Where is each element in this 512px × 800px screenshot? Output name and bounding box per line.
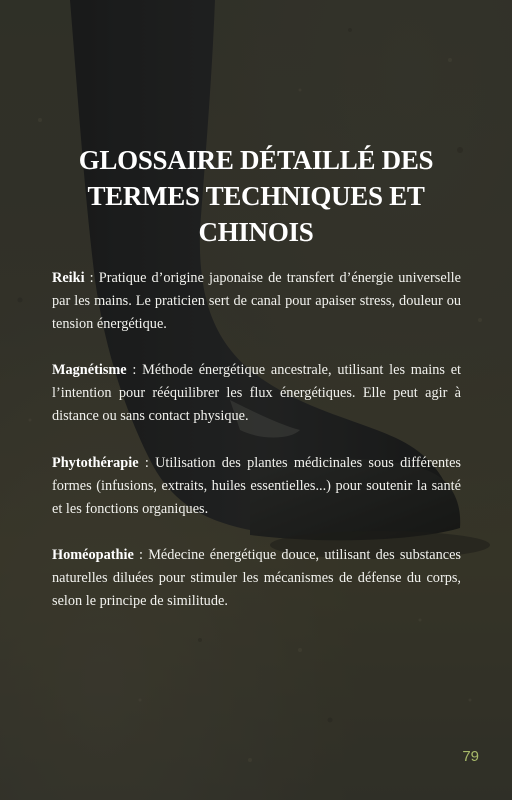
term-separator: : (138, 455, 156, 471)
glossary-entry-reiki (52, 267, 461, 337)
page-title: GLOSSAIRE DÉTAILLÉ DES TERMES TECHNIQUES ET CHINOIS (78, 145, 434, 247)
glossary-definition: Pratique d’origine japonaise de transfert d’énergie universelle par les mains. Le praticien sert de canal pour apaiser stress, douleur ou tension énergétique. (52, 270, 461, 333)
term-separator: : (133, 547, 149, 563)
glossary-definition: Utilisation des plantes médicinales sous différentes formes (infusions, extraits, huiles essentielles...) pour soutenir la santé et les fonctions organiques. (52, 455, 461, 518)
glossary-entry-phytotherapie (52, 452, 461, 522)
glossary-term: Homéopathie (52, 547, 134, 563)
glossary-term: Phytothérapie (52, 455, 139, 471)
glossary-definition: Médecine énergétique douce, utilisant des substances naturelles diluées pour stimuler les mécanismes de défense du corps, selon le principe de similitude. (52, 547, 462, 610)
term-separator: : (84, 270, 99, 286)
glossary-term: Magnétisme (52, 362, 127, 378)
glossary-entry-magnetisme (52, 359, 461, 429)
glossary-term: Reiki (52, 270, 85, 286)
page-number: 79 (462, 748, 479, 765)
glossary-entry-homeopathie (52, 544, 461, 614)
glossary-definition: Méthode énergétique ancestrale, utilisant les mains et l’intention pour rééquilibrer les flux énergétiques. Elle peut agir à distance ou sans contact physique. (52, 362, 462, 425)
term-separator: : (126, 362, 143, 378)
